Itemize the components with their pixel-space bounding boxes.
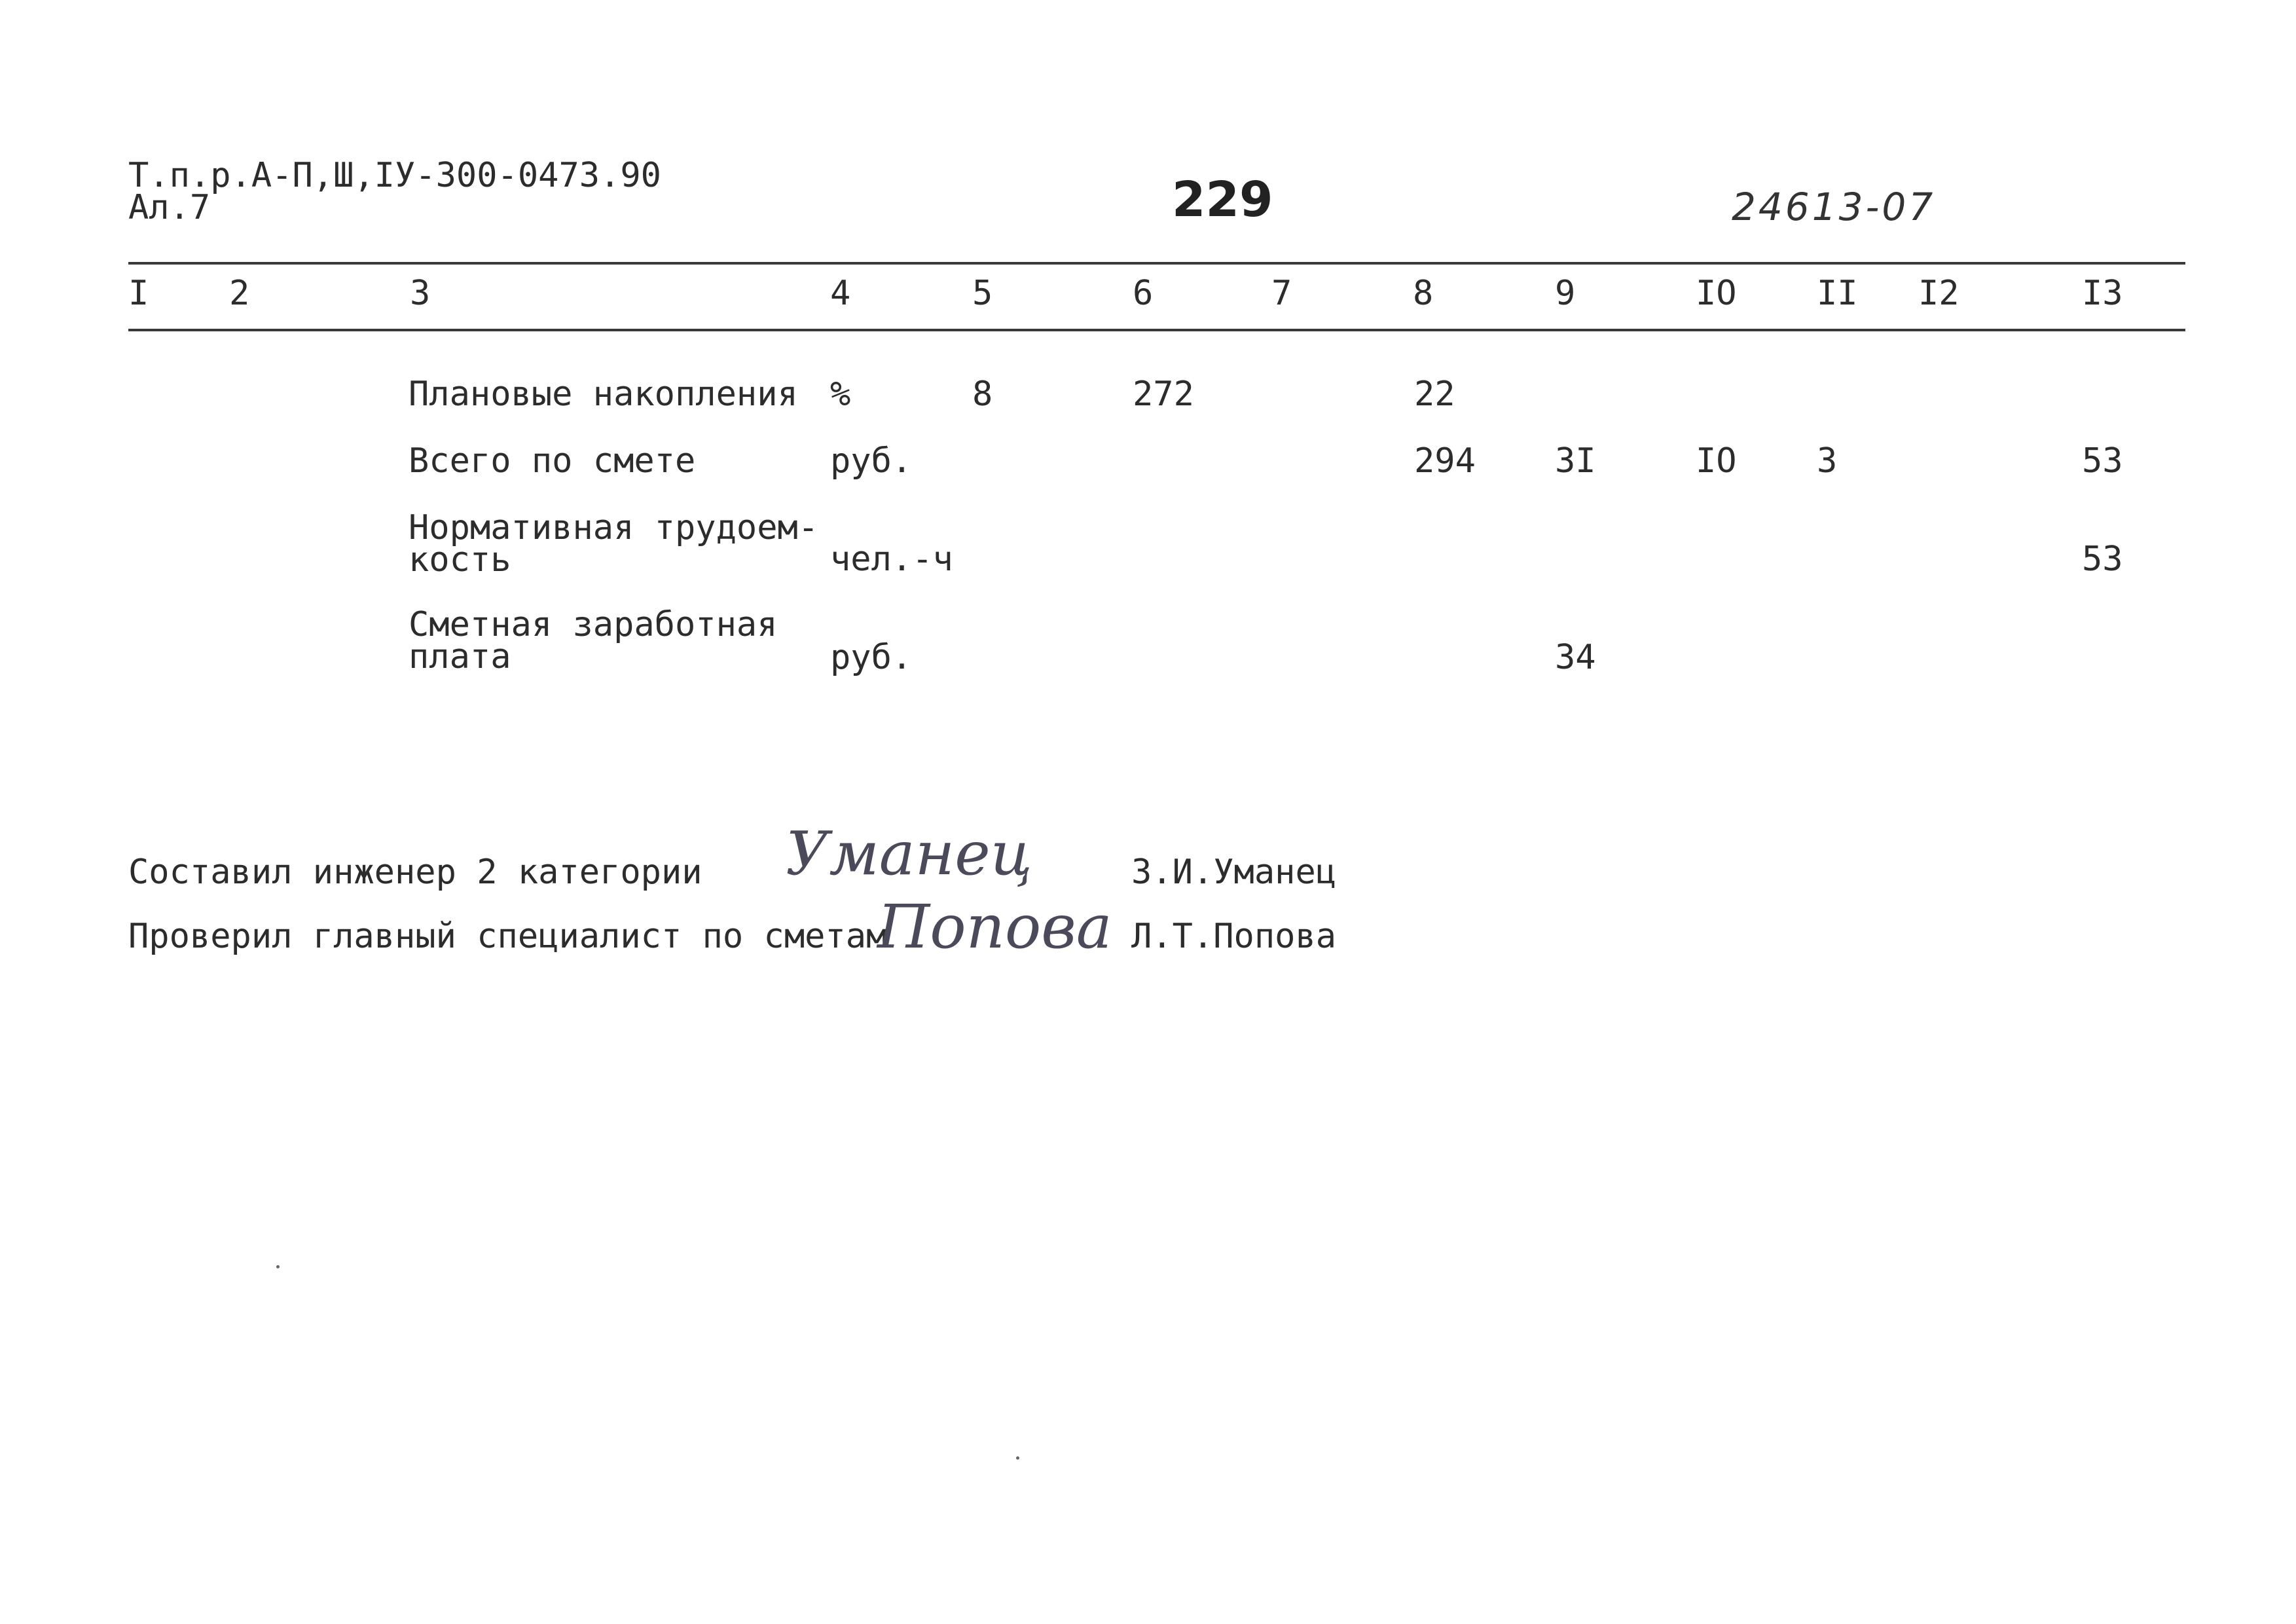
cell-col6: 272 [1133, 375, 1194, 414]
cell-col8: 22 [1414, 375, 1455, 414]
scan-speck [1016, 1456, 1019, 1460]
row-unit: % [830, 375, 851, 414]
row-unit: руб. [830, 638, 913, 677]
column-number-7: 7 [1271, 274, 1292, 313]
row-unit: руб. [830, 441, 913, 481]
row-name: Плановые накопления [409, 375, 798, 414]
column-number-9: 9 [1555, 274, 1576, 313]
checked-by-name: Л.Т.Попова [1131, 917, 1337, 956]
row-name [409, 508, 819, 580]
table-top-rule [128, 262, 2185, 265]
row-name-line2: плата [409, 637, 511, 677]
row-unit: чел.-ч [830, 540, 953, 579]
checked-by-signature: Попова [877, 892, 1112, 962]
cell-col13: 53 [2082, 540, 2123, 579]
column-number-5: 5 [972, 274, 993, 313]
row-name [409, 605, 778, 677]
scan-speck [276, 1265, 280, 1268]
composed-by-name: З.И.Уманец [1131, 853, 1337, 892]
column-number-3: 3 [410, 274, 431, 313]
cell-col13: 53 [2082, 441, 2123, 481]
cell-col5: 8 [972, 375, 993, 414]
composed-by-signature: Уманец [786, 819, 1032, 889]
document-code-line2: Ал.7 [128, 188, 211, 228]
row-name: Всего по смете [409, 441, 696, 481]
column-number-11: II [1817, 274, 1858, 313]
cell-col9: 3I [1555, 441, 1596, 481]
column-number-8: 8 [1413, 274, 1434, 313]
checked-by-label: Проверил главный специалист по сметам [128, 917, 887, 956]
cell-col9: 34 [1555, 638, 1596, 677]
composed-by-label: Составил инженер 2 категории [128, 853, 702, 892]
document-code [128, 156, 661, 228]
column-number-13: I3 [2082, 274, 2123, 313]
column-number-2: 2 [229, 274, 250, 313]
page-number: 229 [1172, 172, 1273, 228]
cell-col11: 3 [1817, 441, 1838, 481]
column-number-6: 6 [1133, 274, 1154, 313]
cell-col8: 294 [1414, 441, 1476, 481]
column-number-12: I2 [1918, 274, 1959, 313]
row-name-line2: кость [409, 540, 511, 580]
column-number-1: I [128, 274, 149, 313]
row-name-line1: Сметная заработная [409, 605, 778, 644]
cell-col10: IO [1696, 441, 1737, 481]
document-code-line1: Т.п.р.А-П,Ш,IУ-300-0473.90 [128, 156, 661, 195]
row-name-line1: Нормативная трудоем- [409, 508, 819, 547]
table-bottom-rule [128, 329, 2185, 331]
column-number-4: 4 [830, 274, 851, 313]
document-number: 24613-07 [1732, 185, 1936, 229]
column-number-10: IO [1696, 274, 1737, 313]
